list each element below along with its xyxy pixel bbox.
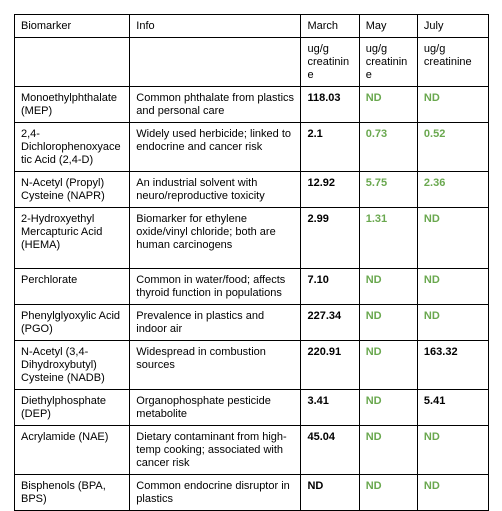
march-value: 45.04: [301, 426, 359, 475]
table-row: [15, 123, 489, 172]
july-value: ND: [417, 426, 488, 475]
info-cell: Common in water/food; affects thyroid function in populations: [130, 269, 301, 305]
units-july: ug/g creatinine: [417, 38, 488, 87]
biomarker-cell: N-Acetyl (Propyl) Cysteine (NAPR): [15, 172, 130, 208]
july-value: ND: [417, 475, 488, 511]
units-march: ug/g creatinine: [301, 38, 359, 87]
march-value: 2.99: [301, 208, 359, 269]
biomarker-cell: Diethylphosphate (DEP): [15, 390, 130, 426]
july-value: 2.36: [417, 172, 488, 208]
table-row: [15, 390, 489, 426]
march-value: 3.41: [301, 390, 359, 426]
biomarker-cell: Acrylamide (NAE): [15, 426, 130, 475]
july-value: ND: [417, 87, 488, 123]
biomarker-cell: Bisphenols (BPA, BPS): [15, 475, 130, 511]
header-july: July: [417, 15, 488, 38]
header-info: Info: [130, 15, 301, 38]
march-value: 12.92: [301, 172, 359, 208]
july-value: 0.52: [417, 123, 488, 172]
may-value: ND: [359, 390, 417, 426]
units-info: [130, 38, 301, 87]
may-value: ND: [359, 269, 417, 305]
may-value: ND: [359, 305, 417, 341]
info-cell: Organophosphate pesticide metabolite: [130, 390, 301, 426]
march-value: 7.10: [301, 269, 359, 305]
table-row: [15, 305, 489, 341]
info-cell: Widespread in combustion sources: [130, 341, 301, 390]
biomarker-cell: Phenylglyoxylic Acid (PGO): [15, 305, 130, 341]
table-row: [15, 172, 489, 208]
table-row: [15, 426, 489, 475]
info-cell: Dietary contaminant from high-temp cooking; associated with cancer risk: [130, 426, 301, 475]
may-value: ND: [359, 341, 417, 390]
info-cell: Common endocrine disruptor in plastics: [130, 475, 301, 511]
march-value: ND: [301, 475, 359, 511]
table-row: [15, 208, 489, 269]
units-biomarker: [15, 38, 130, 87]
units-row: [15, 38, 489, 87]
biomarker-cell: Monoethylphthalate (MEP): [15, 87, 130, 123]
biomarker-cell: Perchlorate: [15, 269, 130, 305]
may-value: 5.75: [359, 172, 417, 208]
july-value: ND: [417, 305, 488, 341]
may-value: ND: [359, 87, 417, 123]
header-biomarker: Biomarker: [15, 15, 130, 38]
units-may: ug/g creatinine: [359, 38, 417, 87]
biomarker-cell: 2-Hydroxyethyl Mercapturic Acid (HEMA): [15, 208, 130, 269]
july-value: ND: [417, 269, 488, 305]
header-march: March: [301, 15, 359, 38]
table-row: [15, 87, 489, 123]
may-value: ND: [359, 426, 417, 475]
info-cell: Biomarker for ethylene oxide/vinyl chloride; both are human carcinogens: [130, 208, 301, 269]
july-value: 5.41: [417, 390, 488, 426]
july-value: ND: [417, 208, 488, 269]
table-row: [15, 475, 489, 511]
march-value: 2.1: [301, 123, 359, 172]
info-cell: Prevalence in plastics and indoor air: [130, 305, 301, 341]
info-cell: Widely used herbicide; linked to endocrine and cancer risk: [130, 123, 301, 172]
info-cell: An industrial solvent with neuro/reproductive toxicity: [130, 172, 301, 208]
info-cell: Common phthalate from plastics and personal care: [130, 87, 301, 123]
may-value: 0.73: [359, 123, 417, 172]
biomarker-table: [14, 14, 489, 511]
table-row: [15, 269, 489, 305]
may-value: ND: [359, 475, 417, 511]
march-value: 227.34: [301, 305, 359, 341]
biomarker-cell: N-Acetyl (3,4-Dihydroxybutyl) Cysteine (NADB): [15, 341, 130, 390]
header-may: May: [359, 15, 417, 38]
march-value: 118.03: [301, 87, 359, 123]
may-value: 1.31: [359, 208, 417, 269]
march-value: 220.91: [301, 341, 359, 390]
table-row: [15, 341, 489, 390]
july-value: 163.32: [417, 341, 488, 390]
biomarker-cell: 2,4-Dichlorophenoxyacetic Acid (2,4-D): [15, 123, 130, 172]
header-row: [15, 15, 489, 38]
